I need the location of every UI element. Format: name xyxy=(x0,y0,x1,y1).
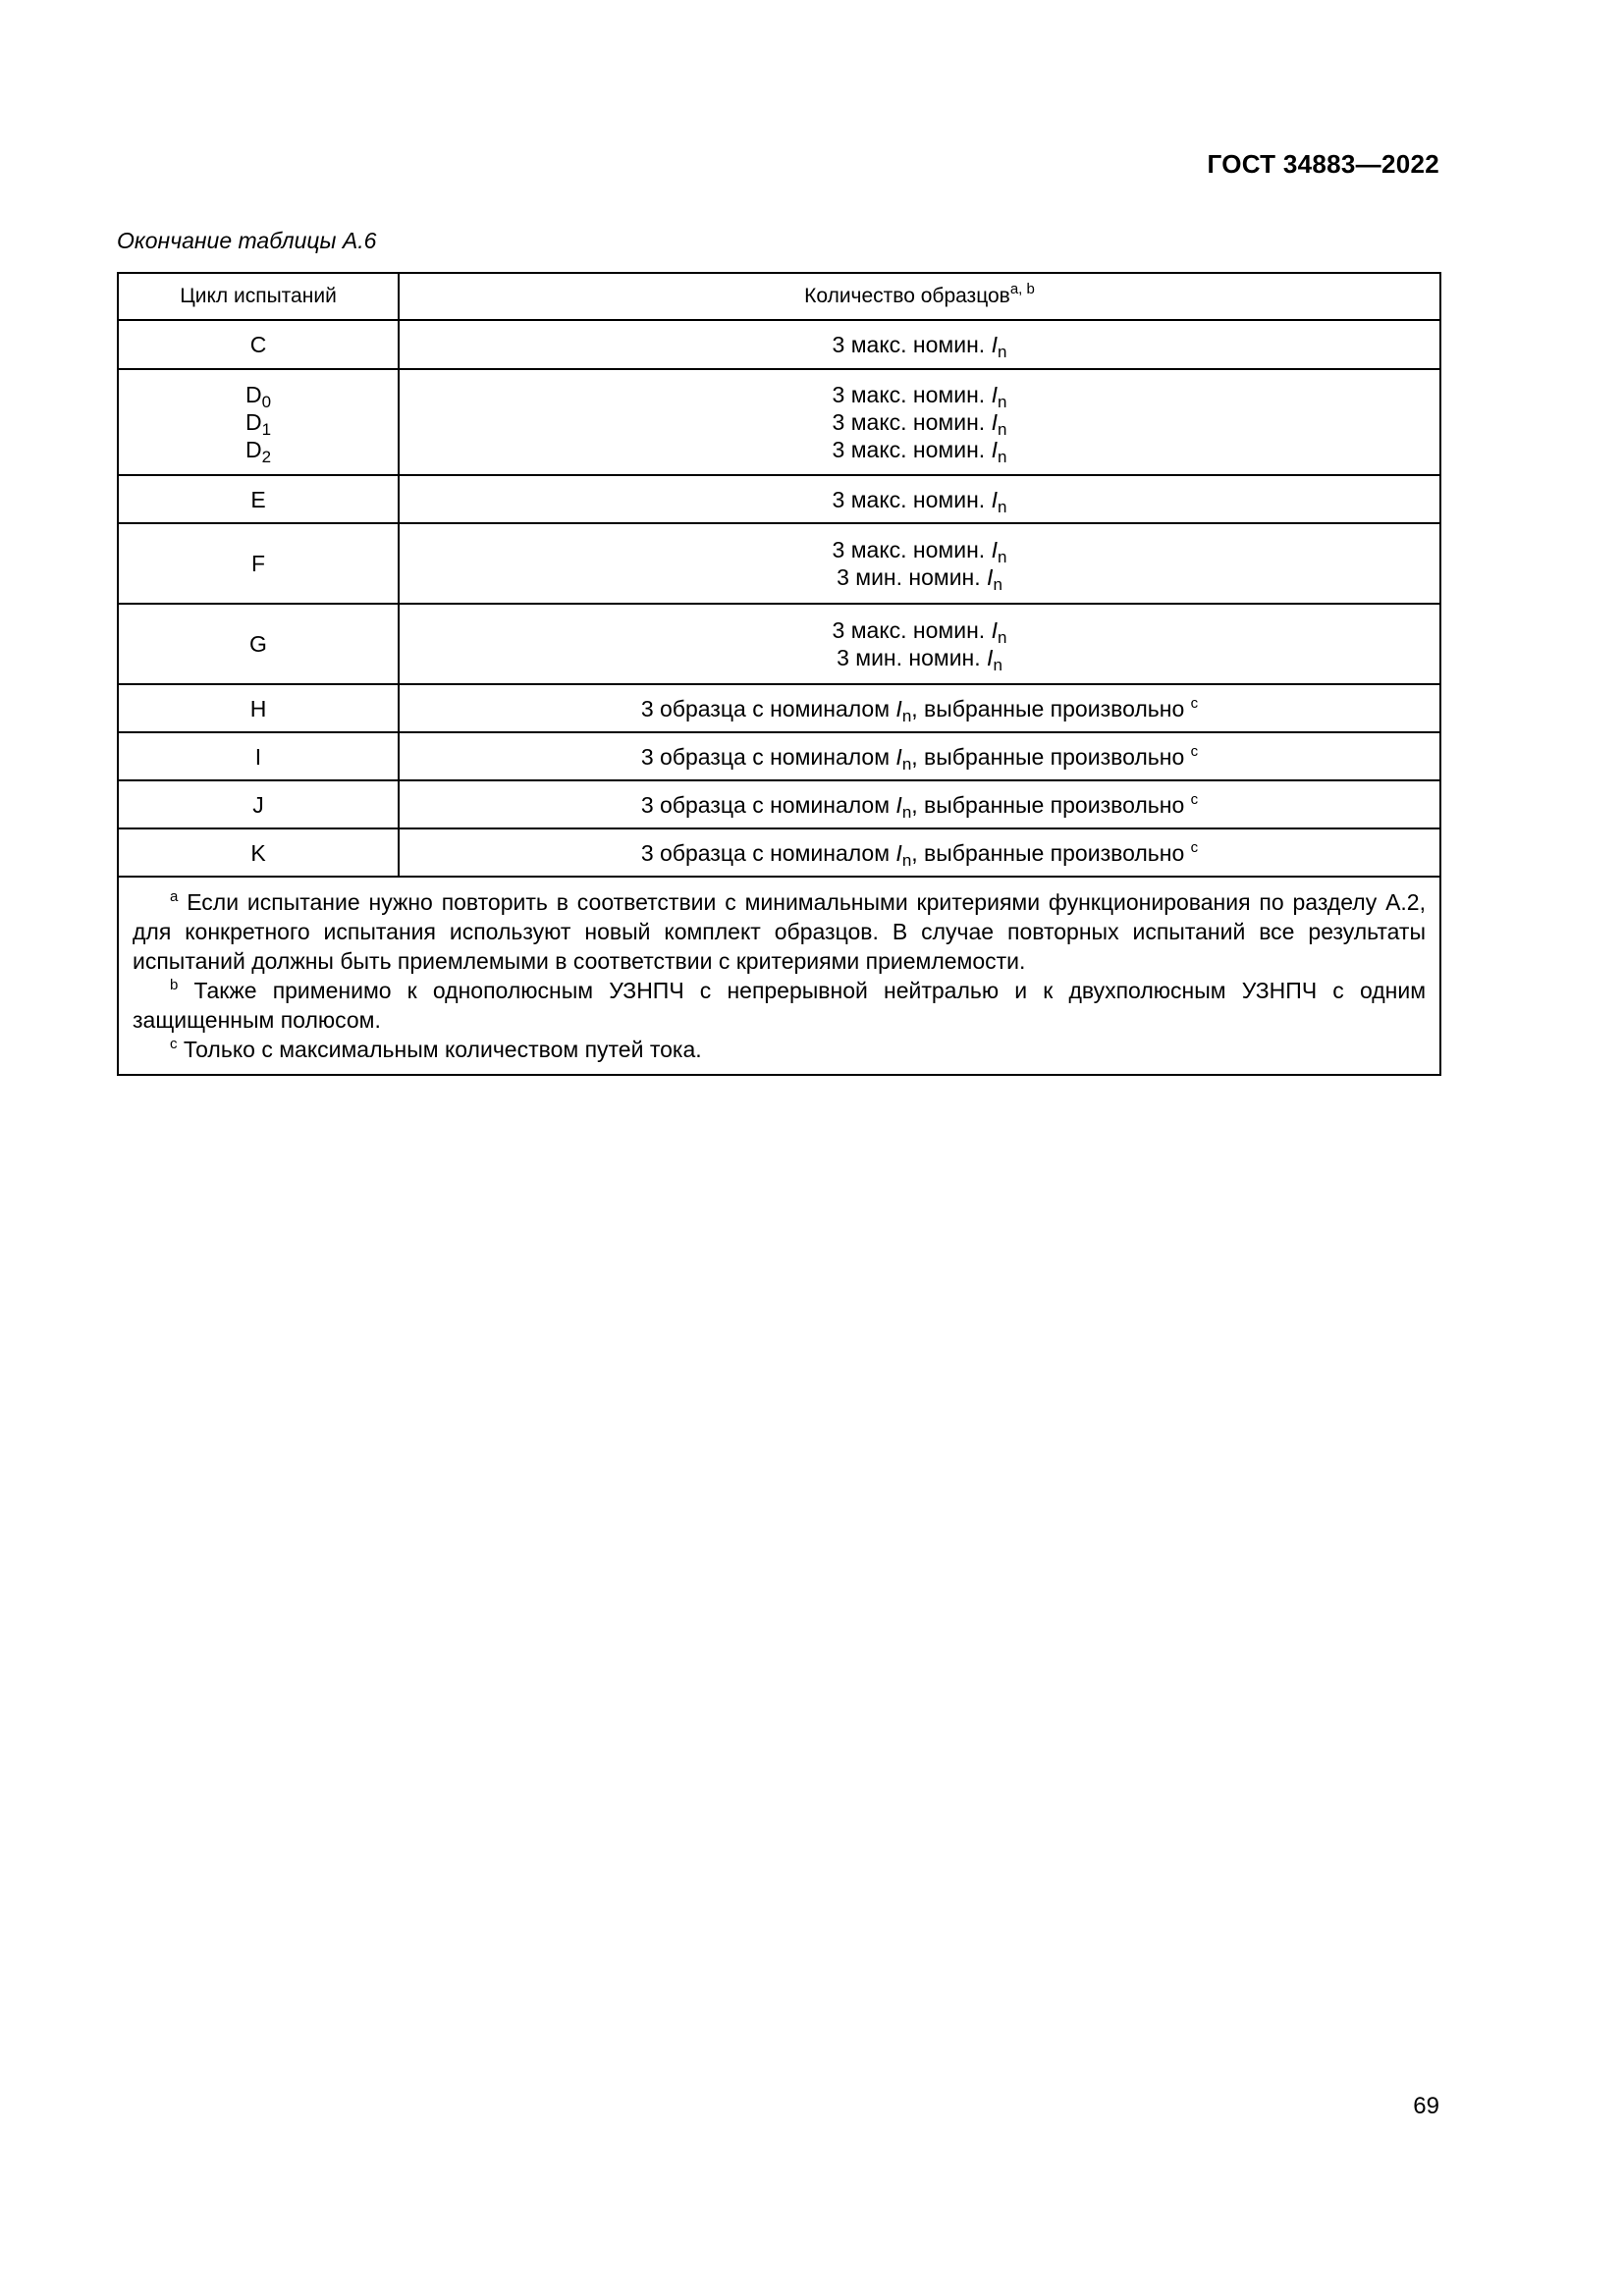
sample-count-cell xyxy=(399,828,1440,877)
current-subscript: n xyxy=(997,420,1007,439)
sample-count-line xyxy=(400,790,1439,822)
test-cycle-letter: C xyxy=(249,332,267,357)
current-symbol: I xyxy=(991,409,998,435)
footnote-a-text: Если испытание нужно повторить в соответствии с минимальными критериями функционирования по разделу А.2, для конкретного испытания используют новый комплект образцов. В случае повторных испытаний все результаты испытаний должны быть приемлемыми в соответствии с критериями приемлемости. xyxy=(133,889,1426,974)
test-cycle-label xyxy=(119,408,398,439)
test-cycle-label xyxy=(119,331,398,358)
sample-count-line xyxy=(400,408,1439,439)
sample-text: 3 образца с номиналом xyxy=(640,839,896,866)
table-caption: Окончание таблицы А.6 xyxy=(117,228,377,253)
table-row xyxy=(118,684,1440,732)
table-row xyxy=(118,828,1440,877)
table-row xyxy=(118,604,1440,684)
page-number: 69 xyxy=(1413,2093,1439,2119)
current-subscript: n xyxy=(993,656,1002,674)
sample-count-cell xyxy=(399,320,1440,369)
sample-count-line xyxy=(400,331,1439,361)
table-header-row xyxy=(118,273,1440,320)
sample-text-rest: , выбранные произвольно xyxy=(911,839,1191,866)
sample-count-cell xyxy=(399,369,1440,475)
footnote-reference: c xyxy=(1190,694,1199,712)
footnotes-cell xyxy=(118,877,1440,1075)
current-symbol: I xyxy=(991,332,998,357)
footnote-reference: c xyxy=(1190,742,1199,760)
test-cycle-letter: D xyxy=(244,409,262,435)
current-symbol: I xyxy=(991,537,998,562)
sample-count-line xyxy=(400,644,1439,674)
table-row xyxy=(118,523,1440,604)
current-subscript: n xyxy=(997,448,1007,466)
footnote-c-text: Только с максимальным количеством путей тока. xyxy=(183,1037,702,1062)
column-header-test-cycle xyxy=(118,273,399,320)
test-cycle-cell xyxy=(118,475,399,523)
sample-count-cell xyxy=(399,684,1440,732)
test-cycle-subscript: 2 xyxy=(261,448,272,466)
table-row xyxy=(118,732,1440,780)
sample-text: 3 макс. номин. xyxy=(832,486,992,512)
footnote-c xyxy=(133,1035,1426,1064)
sample-text-rest: , выбранные произвольно xyxy=(911,791,1191,818)
test-cycle-label xyxy=(119,630,398,658)
sample-count-line xyxy=(400,563,1439,594)
current-subscript: n xyxy=(997,393,1007,411)
sample-text: 3 макс. номин. xyxy=(832,382,992,407)
current-symbol: I xyxy=(991,437,998,462)
footnote-a xyxy=(133,887,1426,976)
current-symbol: I xyxy=(991,617,998,643)
test-cycle-letter: D xyxy=(244,437,262,462)
current-symbol: I xyxy=(895,791,902,818)
current-symbol: I xyxy=(991,486,998,512)
sample-count-line xyxy=(400,742,1439,774)
test-cycle-letter: G xyxy=(249,631,267,657)
sample-text: 3 макс. номин. xyxy=(832,332,992,357)
current-symbol: I xyxy=(987,645,994,670)
sample-count-line xyxy=(400,694,1439,725)
current-subscript: n xyxy=(901,706,912,725)
current-subscript: n xyxy=(997,497,1007,516)
test-cycle-label xyxy=(119,743,398,771)
test-cycle-label xyxy=(119,436,398,466)
sample-text: 3 образца с номиналом xyxy=(640,743,896,770)
current-symbol: I xyxy=(895,695,902,721)
current-subscript: n xyxy=(901,802,912,822)
current-symbol: I xyxy=(895,839,902,866)
table-row xyxy=(118,780,1440,828)
sample-text: 3 макс. номин. xyxy=(832,537,992,562)
test-cycle-letter: K xyxy=(250,839,266,866)
sample-count-line xyxy=(400,486,1439,516)
test-cycle-cell xyxy=(118,320,399,369)
footnote-b xyxy=(133,976,1426,1035)
test-cycle-cell xyxy=(118,780,399,828)
sample-text-rest: , выбранные произвольно xyxy=(911,695,1191,721)
sample-count-cell xyxy=(399,604,1440,684)
test-cycle-cell xyxy=(118,604,399,684)
current-symbol: I xyxy=(987,564,994,590)
test-cycle-cell xyxy=(118,523,399,604)
current-subscript: n xyxy=(997,343,1007,361)
test-cycle-label xyxy=(119,695,398,722)
document-code: ГОСТ 34883—2022 xyxy=(1207,149,1439,179)
sample-text: 3 макс. номин. xyxy=(832,617,992,643)
current-symbol: I xyxy=(991,382,998,407)
test-cycle-letter: H xyxy=(249,695,267,721)
column-header-sample-count xyxy=(399,273,1440,320)
table-body xyxy=(118,320,1440,877)
current-subscript: n xyxy=(997,628,1007,647)
table-row xyxy=(118,369,1440,475)
test-cycle-label xyxy=(119,839,398,867)
sample-text-rest: , выбранные произвольно xyxy=(911,743,1191,770)
table-row xyxy=(118,320,1440,369)
column-header-sample-count-label: Количество образцов xyxy=(804,285,1010,307)
footnote-reference: c xyxy=(1190,790,1199,808)
test-cycle-label xyxy=(119,486,398,513)
test-cycle-letter: I xyxy=(254,743,262,770)
footnote-reference: c xyxy=(1190,838,1199,856)
sample-text: 3 макс. номин. xyxy=(832,437,992,462)
current-symbol: I xyxy=(895,743,902,770)
footnote-b-text: Также применимо к однополюсным УЗНПЧ с непрерывной нейтралью и к двухполюсным УЗНПЧ с одним защищенным полюсом. xyxy=(133,978,1427,1033)
column-header-footnote-marks: a, b xyxy=(1009,281,1035,297)
sample-count-line xyxy=(400,381,1439,411)
test-cycle-label xyxy=(119,550,398,577)
test-cycle-letter: E xyxy=(250,486,266,512)
sample-text: 3 образца с номиналом xyxy=(640,791,896,818)
column-header-test-cycle-label: Цикл испытаний xyxy=(180,285,337,307)
test-cycle-label xyxy=(119,791,398,819)
sample-count-cell xyxy=(399,732,1440,780)
test-cycle-subscript: 1 xyxy=(261,420,272,439)
sample-count-line xyxy=(400,616,1439,647)
footnote-a-mark: a xyxy=(170,888,179,905)
sample-count-line xyxy=(400,436,1439,466)
sample-count-cell xyxy=(399,780,1440,828)
samples-table xyxy=(117,272,1441,1076)
footnote-b-mark: b xyxy=(170,977,179,993)
test-cycle-cell xyxy=(118,684,399,732)
sample-text: 3 макс. номин. xyxy=(832,409,992,435)
current-subscript: n xyxy=(993,575,1002,594)
test-cycle-cell xyxy=(118,369,399,475)
sample-text: 3 образца с номиналом xyxy=(640,695,896,721)
footnotes-row xyxy=(118,877,1440,1075)
test-cycle-letter: J xyxy=(252,791,264,818)
sample-count-cell xyxy=(399,523,1440,604)
current-subscript: n xyxy=(901,754,912,774)
sample-count-cell xyxy=(399,475,1440,523)
test-cycle-letter: D xyxy=(244,382,262,407)
sample-count-line xyxy=(400,838,1439,870)
current-subscript: n xyxy=(997,548,1007,566)
table-row xyxy=(118,475,1440,523)
test-cycle-cell xyxy=(118,828,399,877)
current-subscript: n xyxy=(901,850,912,870)
test-cycle-subscript: 0 xyxy=(261,393,272,411)
test-cycle-cell xyxy=(118,732,399,780)
test-cycle-letter: F xyxy=(250,551,266,576)
footnote-c-mark: c xyxy=(170,1036,178,1052)
sample-text: 3 мин. номин. xyxy=(837,564,988,590)
test-cycle-label xyxy=(119,381,398,411)
sample-count-line xyxy=(400,536,1439,566)
sample-text: 3 мин. номин. xyxy=(837,645,988,670)
